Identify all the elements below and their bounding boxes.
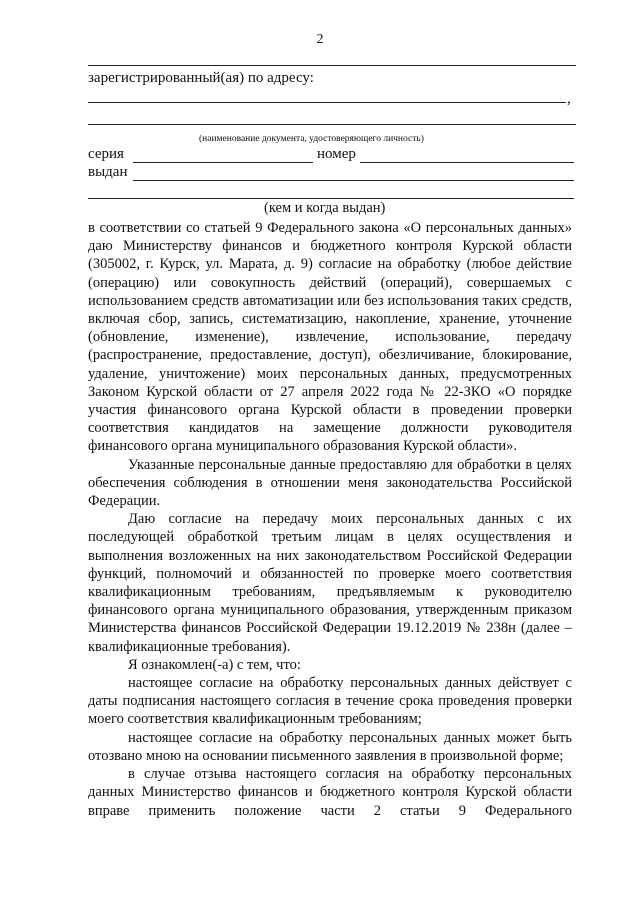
validity-paragraph: настоящее согласие на обработку персональных данных действует с даты подписания настоящего согласия в течение срока проведения проверки моего соответствия квалификационным требованиям; (88, 675, 572, 728)
issued-label: выдан (88, 164, 128, 180)
consent-paragraph: в соответствии со статьей 9 Федерального закона «О персональных данных» даю Министерству финансов и бюджетного контроля Курской области (305002, г. Курск, ул. Марата, д. 9) согласие на обработку (любое действие (операцию) или совокупность действий (операций), совершаемых с использованием средств автоматизации или без использования таких средств, включая сбор, запись, систематизацию, накопление, хранение, уточнение (обновление, изменение), извлечение, использование, передачу (распространение, предоставление, доступ), обезличивание, блокирование, удаление, уничтожение) моих персональных данных, предусмотренных Законом Курской области от 27 апреля 2022 года № 22-ЗКО «О порядке участия финансового органа Курской области в проведении проверки соответствия кандидатов на замещение должности руководителя финансового органа муниципального образования Курской области». (88, 220, 572, 455)
issued-by-caption: (кем и когда выдан) (264, 200, 386, 216)
issued-line-2 (88, 198, 574, 199)
acknowledgement-paragraph: Я ознакомлен(-а) с тем, что: (128, 656, 301, 673)
document-caption: (наименование документа, удостоверяющего личность) (199, 134, 424, 144)
consent-body (88, 219, 572, 820)
series-label: серия (88, 146, 124, 162)
purpose-paragraph: Указанные персональные данные предоставляю для обработки в целях обеспечения соблюдения в отношении меня законодательства Российской Федерации. (88, 456, 572, 510)
number-label: номер (317, 146, 356, 162)
series-field (133, 162, 313, 163)
top-rule (88, 65, 576, 66)
transfer-consent-paragraph: Даю согласие на передачу моих персональных данных с их последующей обработкой третьим лицам в целях осуществления и выполнения возложенных на них законодательством Российской Федерации функций, полномочий и обязанностей по проверке моего соответствия квалификационным требованиям, предъявляемым к руководителю финансового органа муниципального образования, утвержденным приказом Министерства финансов Российской Федерации 19.12.2019 № 238н (далее – квалификационные требования). (88, 511, 572, 655)
page-number: 2 (316, 32, 324, 47)
issued-field (133, 180, 574, 181)
revocation-consequence-paragraph: в случае отзыва настоящего согласия на обработку персональных данных Министерство финансов и бюджетного контроля Курской области вправе применить положение части 2 статьи 9 Федерального (88, 766, 572, 819)
address-line-1 (88, 102, 566, 103)
address-line-2 (88, 124, 576, 125)
number-field (360, 162, 574, 163)
revocation-paragraph: настоящее согласие на обработку персональных данных может быть отозвано мною на основании письменного заявления в произвольной форме; (88, 729, 572, 764)
address-comma: , (567, 91, 571, 107)
registered-address-label: зарегистрированный(ая) по адресу: (88, 70, 314, 86)
